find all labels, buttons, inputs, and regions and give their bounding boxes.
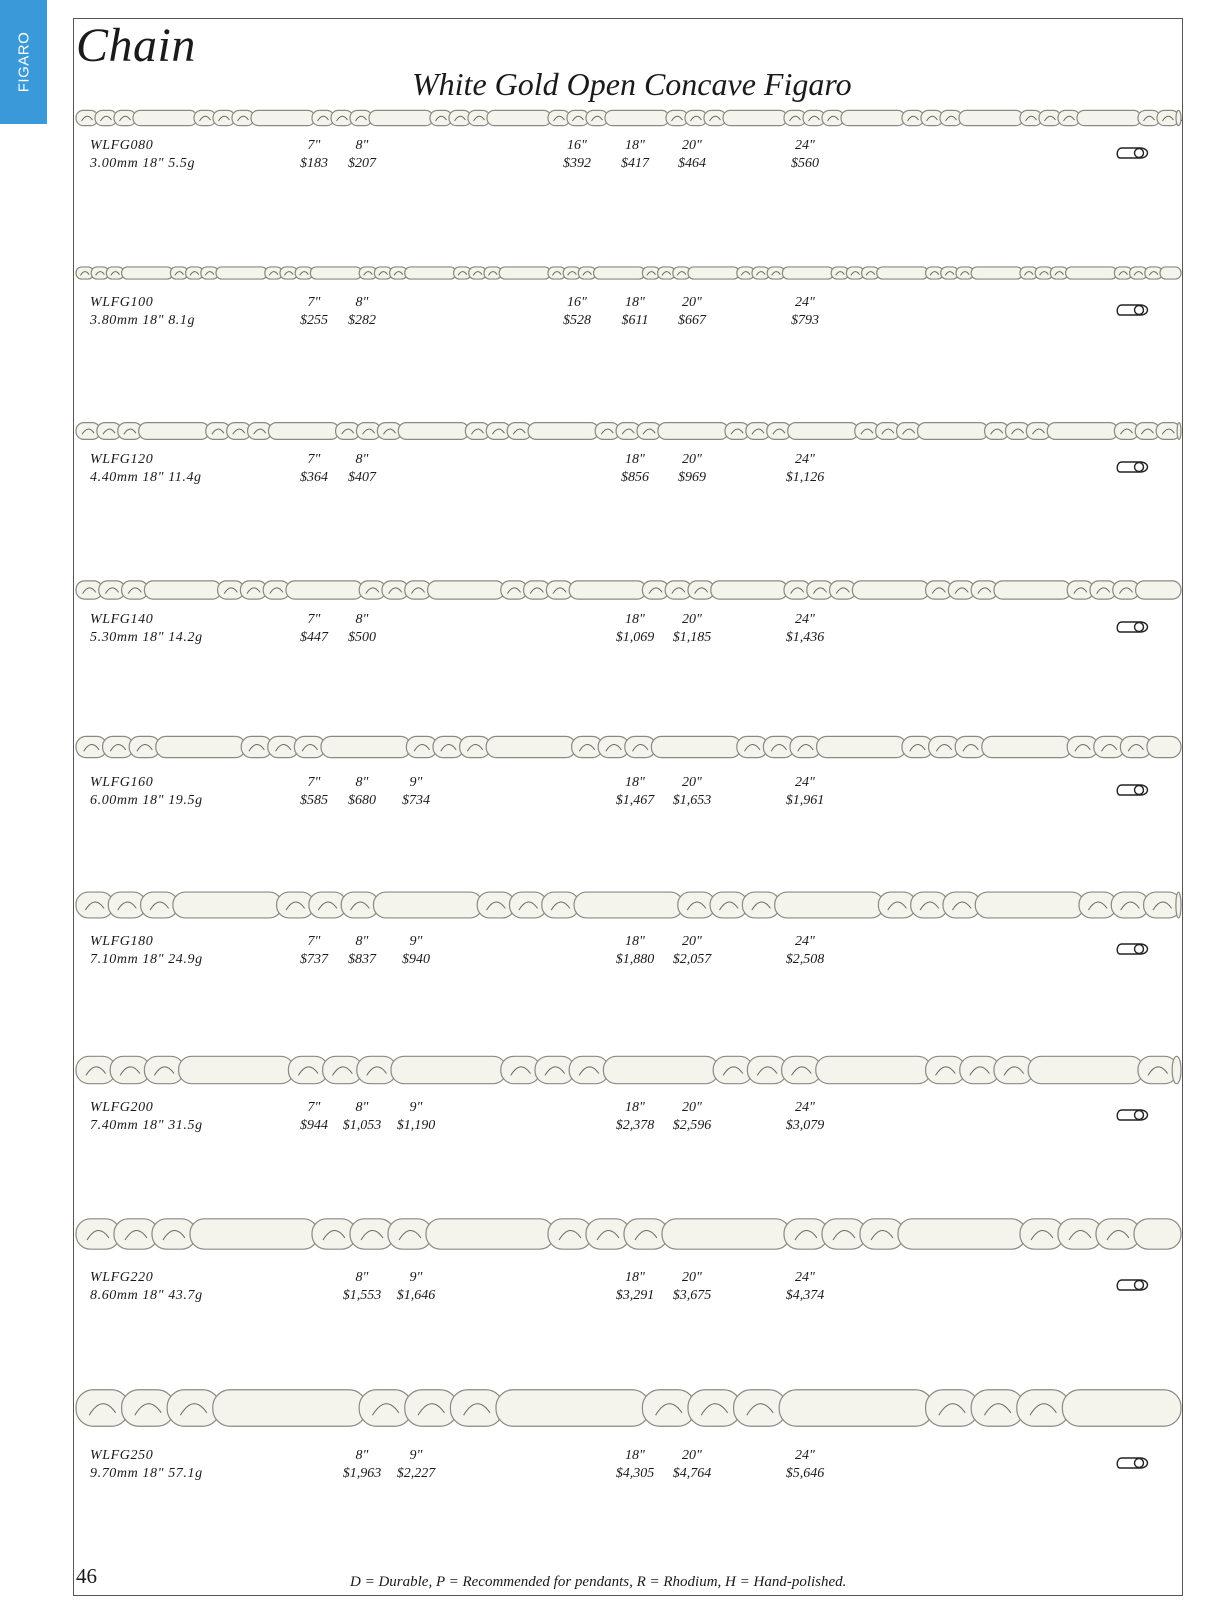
price-length: 24" xyxy=(795,1270,815,1285)
product-code: WLFG140 xyxy=(90,612,154,627)
price-value: $837 xyxy=(348,952,376,967)
price-value: $4,305 xyxy=(615,1466,655,1481)
price-length: 8" xyxy=(355,1100,369,1115)
price-length: 7" xyxy=(307,452,321,467)
price-value: $680 xyxy=(348,793,376,808)
product-spec: 7.40mm 18" 31.5g xyxy=(90,1118,203,1133)
price-16in xyxy=(545,295,609,329)
product-row xyxy=(74,733,1182,883)
price-value: $734 xyxy=(402,793,430,808)
price-value: $1,653 xyxy=(672,793,712,808)
page-number: 46 xyxy=(76,1564,97,1588)
price-20in xyxy=(660,1448,724,1482)
price-20in xyxy=(660,1100,724,1134)
price-value: $1,190 xyxy=(396,1118,436,1133)
product-spec: 7.10mm 18" 24.9g xyxy=(90,952,203,967)
price-length: 20" xyxy=(682,934,702,949)
price-24in xyxy=(773,775,837,809)
price-9in xyxy=(384,1270,448,1304)
product-row xyxy=(74,420,1182,570)
price-length: 8" xyxy=(355,452,369,467)
price-length: 24" xyxy=(795,295,815,310)
price-length: 7" xyxy=(307,295,321,310)
price-20in xyxy=(660,612,724,646)
price-18in xyxy=(603,452,667,486)
price-9in xyxy=(384,1448,448,1482)
price-length: 7" xyxy=(307,138,321,153)
chain-image xyxy=(74,1052,1182,1088)
price-9in xyxy=(384,1100,448,1134)
product-code: WLFG100 xyxy=(90,295,154,310)
price-9in xyxy=(384,775,448,809)
price-20in xyxy=(660,295,724,329)
price-length: 8" xyxy=(355,612,369,627)
product-row xyxy=(74,108,1182,258)
price-value: $392 xyxy=(563,156,591,171)
product-row xyxy=(74,265,1182,415)
price-value: $4,374 xyxy=(785,1288,825,1303)
price-length: 24" xyxy=(795,934,815,949)
price-length: 20" xyxy=(682,1100,702,1115)
clasp-icon xyxy=(1114,1452,1152,1474)
product-row xyxy=(74,1214,1182,1364)
price-value: $1,126 xyxy=(785,470,825,485)
price-value: $4,764 xyxy=(672,1466,712,1481)
price-value: $255 xyxy=(300,313,328,328)
clasp-icon xyxy=(1114,456,1152,478)
price-value: $1,069 xyxy=(615,630,655,645)
price-length: 9" xyxy=(409,1448,423,1463)
price-value: $611 xyxy=(621,313,649,328)
price-18in xyxy=(603,1100,667,1134)
price-value: $364 xyxy=(300,470,328,485)
price-value: $464 xyxy=(678,156,706,171)
price-24in xyxy=(773,295,837,329)
price-18in xyxy=(603,138,667,172)
chain-image xyxy=(74,420,1182,442)
price-value: $667 xyxy=(678,313,706,328)
price-24in xyxy=(773,1448,837,1482)
price-length: 7" xyxy=(307,775,321,790)
price-24in xyxy=(773,452,837,486)
price-length: 18" xyxy=(625,452,645,467)
product-code: WLFG250 xyxy=(90,1448,154,1463)
clasp-icon xyxy=(1114,616,1152,638)
price-value: $1,963 xyxy=(342,1466,382,1481)
clasp-icon xyxy=(1114,1104,1152,1126)
product-spec: 5.30mm 18" 14.2g xyxy=(90,630,203,645)
clasp-icon xyxy=(1114,142,1152,164)
price-value: $944 xyxy=(300,1118,328,1133)
price-length: 18" xyxy=(625,1100,645,1115)
product-spec: 3.00mm 18" 5.5g xyxy=(90,156,196,171)
price-length: 24" xyxy=(795,138,815,153)
price-length: 9" xyxy=(409,934,423,949)
price-24in xyxy=(773,1270,837,1304)
price-length: 20" xyxy=(682,138,702,153)
price-value: $2,508 xyxy=(785,952,825,967)
price-20in xyxy=(660,775,724,809)
chain-image xyxy=(74,1384,1182,1432)
price-value: $1,053 xyxy=(342,1118,382,1133)
price-value: $2,057 xyxy=(672,952,712,967)
price-value: $2,596 xyxy=(672,1118,712,1133)
price-length: 7" xyxy=(307,612,321,627)
price-length: 20" xyxy=(682,452,702,467)
product-code: WLFG220 xyxy=(90,1270,154,1285)
price-length: 7" xyxy=(307,1100,321,1115)
price-24in xyxy=(773,1100,837,1134)
product-code: WLFG200 xyxy=(90,1100,154,1115)
price-length: 16" xyxy=(567,138,587,153)
price-value: $2,227 xyxy=(396,1466,436,1481)
price-18in xyxy=(603,612,667,646)
price-18in xyxy=(603,295,667,329)
price-18in xyxy=(603,1448,667,1482)
price-18in xyxy=(603,775,667,809)
price-9in xyxy=(384,934,448,968)
price-value: $5,646 xyxy=(785,1466,825,1481)
page-subtitle: White Gold Open Concave Figaro xyxy=(412,66,852,102)
product-code: WLFG080 xyxy=(90,138,154,153)
price-16in xyxy=(545,138,609,172)
price-value: $2,378 xyxy=(615,1118,655,1133)
price-value: $3,079 xyxy=(785,1118,825,1133)
price-length: 9" xyxy=(409,1270,423,1285)
price-20in xyxy=(660,1270,724,1304)
price-length: 18" xyxy=(625,775,645,790)
price-length: 24" xyxy=(795,452,815,467)
price-value: $1,646 xyxy=(396,1288,436,1303)
product-spec: 9.70mm 18" 57.1g xyxy=(90,1466,203,1481)
product-row xyxy=(74,578,1182,728)
clasp-icon xyxy=(1114,938,1152,960)
price-length: 8" xyxy=(355,934,369,949)
price-length: 8" xyxy=(355,138,369,153)
product-row xyxy=(74,888,1182,1038)
price-length: 7" xyxy=(307,934,321,949)
product-code: WLFG160 xyxy=(90,775,154,790)
price-value: $417 xyxy=(621,156,649,171)
price-length: 20" xyxy=(682,1270,702,1285)
chain-image xyxy=(74,265,1182,281)
price-20in xyxy=(660,452,724,486)
price-value: $737 xyxy=(300,952,328,967)
price-18in xyxy=(603,1270,667,1304)
price-24in xyxy=(773,138,837,172)
section-tab xyxy=(0,0,47,124)
price-length: 18" xyxy=(625,934,645,949)
clasp-icon xyxy=(1114,779,1152,801)
price-length: 20" xyxy=(682,295,702,310)
price-value: $282 xyxy=(348,313,376,328)
price-value: $1,880 xyxy=(615,952,655,967)
price-length: 24" xyxy=(795,1448,815,1463)
price-length: 20" xyxy=(682,1448,702,1463)
footnote: D = Durable, P = Recommended for pendants, R = Rhodium, H = Hand-polished. xyxy=(350,1574,847,1590)
price-8in xyxy=(330,295,394,329)
price-value: $969 xyxy=(678,470,706,485)
price-value: $1,961 xyxy=(785,793,825,808)
product-spec: 6.00mm 18" 19.5g xyxy=(90,793,203,808)
price-value: $940 xyxy=(402,952,430,967)
price-length: 18" xyxy=(625,295,645,310)
clasp-icon xyxy=(1114,1274,1152,1296)
price-length: 18" xyxy=(625,1270,645,1285)
product-spec: 4.40mm 18" 11.4g xyxy=(90,470,202,485)
price-length: 18" xyxy=(625,138,645,153)
product-row xyxy=(74,1384,1182,1534)
price-length: 24" xyxy=(795,775,815,790)
price-value: $407 xyxy=(348,470,376,485)
price-length: 18" xyxy=(625,1448,645,1463)
price-length: 20" xyxy=(682,612,702,627)
clasp-icon xyxy=(1114,299,1152,321)
product-spec: 8.60mm 18" 43.7g xyxy=(90,1288,203,1303)
chain-image xyxy=(74,888,1182,922)
chain-image xyxy=(74,1214,1182,1254)
price-length: 9" xyxy=(409,1100,423,1115)
price-length: 8" xyxy=(355,1270,369,1285)
price-value: $1,436 xyxy=(785,630,825,645)
price-20in xyxy=(660,138,724,172)
price-length: 24" xyxy=(795,612,815,627)
price-value: $3,291 xyxy=(615,1288,655,1303)
section-tab-label: FIGARO xyxy=(15,31,32,93)
price-8in xyxy=(330,612,394,646)
price-value: $528 xyxy=(563,313,591,328)
product-row xyxy=(74,1052,1182,1202)
price-length: 8" xyxy=(355,775,369,790)
price-value: $207 xyxy=(348,156,376,171)
price-length: 9" xyxy=(409,775,423,790)
price-value: $1,553 xyxy=(342,1288,382,1303)
price-value: $3,675 xyxy=(672,1288,712,1303)
page-title: Chain xyxy=(76,19,196,72)
product-code: WLFG180 xyxy=(90,934,154,949)
price-length: 16" xyxy=(567,295,587,310)
price-length: 8" xyxy=(355,295,369,310)
price-value: $1,467 xyxy=(615,793,655,808)
price-value: $560 xyxy=(791,156,819,171)
price-value: $500 xyxy=(348,630,376,645)
price-value: $183 xyxy=(300,156,328,171)
price-length: 24" xyxy=(795,1100,815,1115)
price-24in xyxy=(773,612,837,646)
price-value: $585 xyxy=(300,793,328,808)
price-value: $793 xyxy=(791,313,819,328)
chain-image xyxy=(74,578,1182,602)
price-24in xyxy=(773,934,837,968)
price-value: $1,185 xyxy=(672,630,712,645)
price-length: 8" xyxy=(355,1448,369,1463)
price-20in xyxy=(660,934,724,968)
price-18in xyxy=(603,934,667,968)
price-8in xyxy=(330,138,394,172)
price-value: $856 xyxy=(621,470,649,485)
chain-image xyxy=(74,108,1182,128)
price-length: 20" xyxy=(682,775,702,790)
price-length: 18" xyxy=(625,612,645,627)
price-value: $447 xyxy=(300,630,328,645)
product-code: WLFG120 xyxy=(90,452,154,467)
chain-image xyxy=(74,733,1182,761)
price-8in xyxy=(330,452,394,486)
product-spec: 3.80mm 18" 8.1g xyxy=(90,313,196,328)
